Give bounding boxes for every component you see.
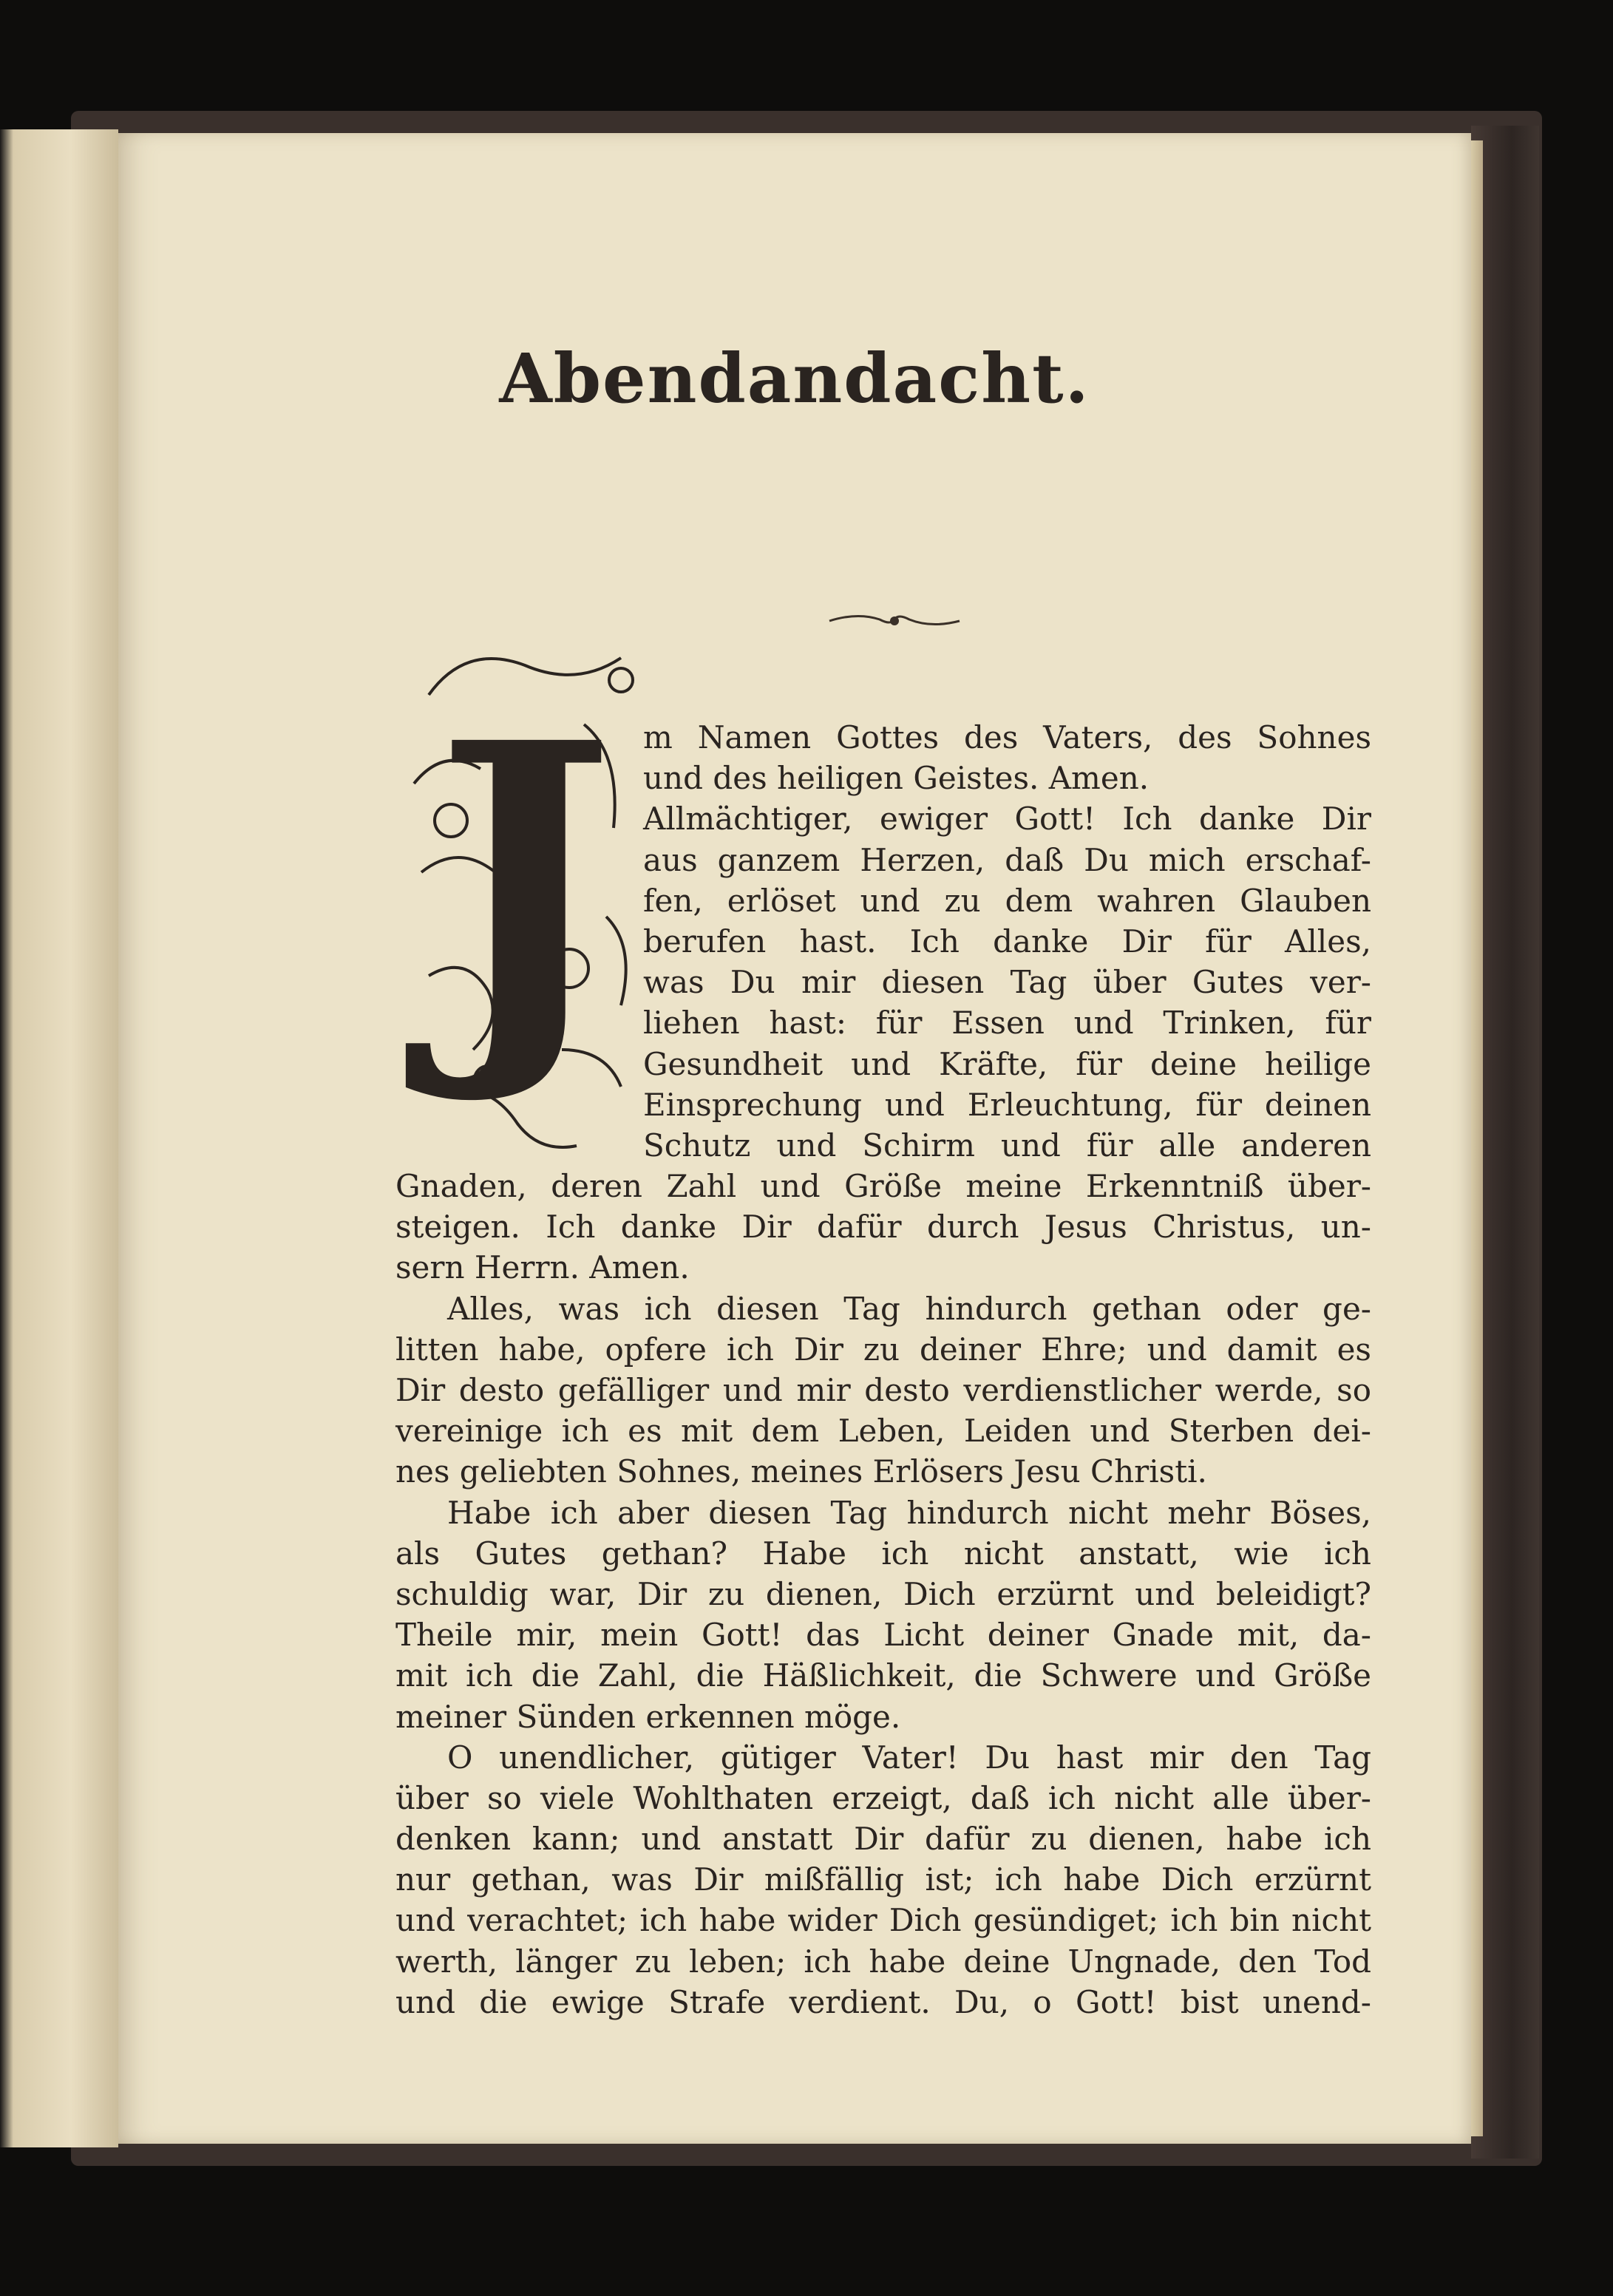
- text-line: und verachtet; ich habe wider Dich gesündiget; ich bin nicht: [395, 1902, 1371, 1939]
- text-line: mit ich die Zahl, die Häßlichkeit, die Schwere und Größe: [395, 1657, 1371, 1694]
- text-line: litten habe, opfere ich Dir zu deiner Ehre; und damit es: [395, 1331, 1371, 1368]
- text-line: steigen. Ich danke Dir dafür durch Jesus Christus, un-: [395, 1209, 1371, 1246]
- text-line: m Namen Gottes des Vaters, des Sohnes: [643, 719, 1371, 755]
- left-page-edge: [0, 129, 118, 2147]
- text-line: Gnaden, deren Zahl und Größe meine Erkenntniß über-: [395, 1168, 1371, 1205]
- text-line: denken kann; und anstatt Dir dafür zu dienen, habe ich: [395, 1821, 1371, 1858]
- text-line: als Gutes gethan? Habe ich nicht anstatt, wie ich: [395, 1535, 1371, 1572]
- svg-text:J: J: [433, 659, 617, 1111]
- body-text: [395, 717, 1371, 2022]
- text-line: werth, länger zu leben; ich habe deine Ungnade, den Tod: [395, 1943, 1371, 1980]
- text-line: und des heiligen Geistes. Amen.: [643, 760, 1150, 797]
- text-line: berufen hast. Ich danke Dir für Alles,: [643, 923, 1371, 960]
- text-line: Dir desto gefälliger und mir desto verdienstlicher werde, so: [395, 1372, 1371, 1408]
- text-line: fen, erlöset und zu dem wahren Glauben: [643, 882, 1371, 919]
- text-line: O unendlicher, gütiger Vater! Du hast mir den Tag: [447, 1739, 1371, 1776]
- ornament-divider-icon: [828, 606, 961, 636]
- text-line: liehen hast: für Essen und Trinken, für: [643, 1005, 1371, 1042]
- text-line: Gesundheit und Kräfte, für deine heilige: [643, 1045, 1371, 1082]
- text-line: Einsprechung und Erleuchtung, für deinen: [643, 1086, 1371, 1123]
- page-stack-edge: [1471, 140, 1483, 2136]
- text-line: Alles, was ich diesen Tag hindurch gethan oder ge-: [447, 1290, 1371, 1327]
- text-line: Habe ich aber diesen Tag hindurch nicht mehr Böses,: [447, 1494, 1371, 1531]
- text-line: meiner Sünden erkennen möge.: [395, 1698, 901, 1735]
- text-line: schuldig war, Dir zu dienen, Dich erzürnt und beleidigt?: [395, 1575, 1371, 1612]
- text-line: Theile mir, mein Gott! das Licht deiner Gnade mit, da-: [395, 1617, 1371, 1654]
- text-line: was Du mir diesen Tag über Gutes ver-: [643, 964, 1371, 1001]
- text-line: sern Herrn. Amen.: [395, 1249, 690, 1286]
- text-line: und die ewige Strafe verdient. Du, o Gott! bist unend-: [395, 1983, 1371, 2020]
- text-line: aus ganzem Herzen, daß Du mich erschaf-: [643, 841, 1371, 878]
- text-line: Allmächtiger, ewiger Gott! Ich danke Dir: [643, 801, 1371, 838]
- text-line: über so viele Wohlthaten erzeigt, daß ich nicht alle über-: [395, 1779, 1371, 1816]
- text-line: nes geliebten Sohnes, meines Erlösers Jesu Christi.: [395, 1453, 1207, 1490]
- book-page: [118, 133, 1471, 2144]
- page-title: Abendandacht.: [499, 339, 1090, 418]
- text-line: vereinige ich es mit dem Leben, Leiden und Sterben dei-: [395, 1413, 1371, 1450]
- text-line: Schutz und Schirm und für alle anderen: [643, 1127, 1371, 1164]
- text-line: nur gethan, was Dir mißfällig ist; ich habe Dich erzürnt: [395, 1861, 1371, 1898]
